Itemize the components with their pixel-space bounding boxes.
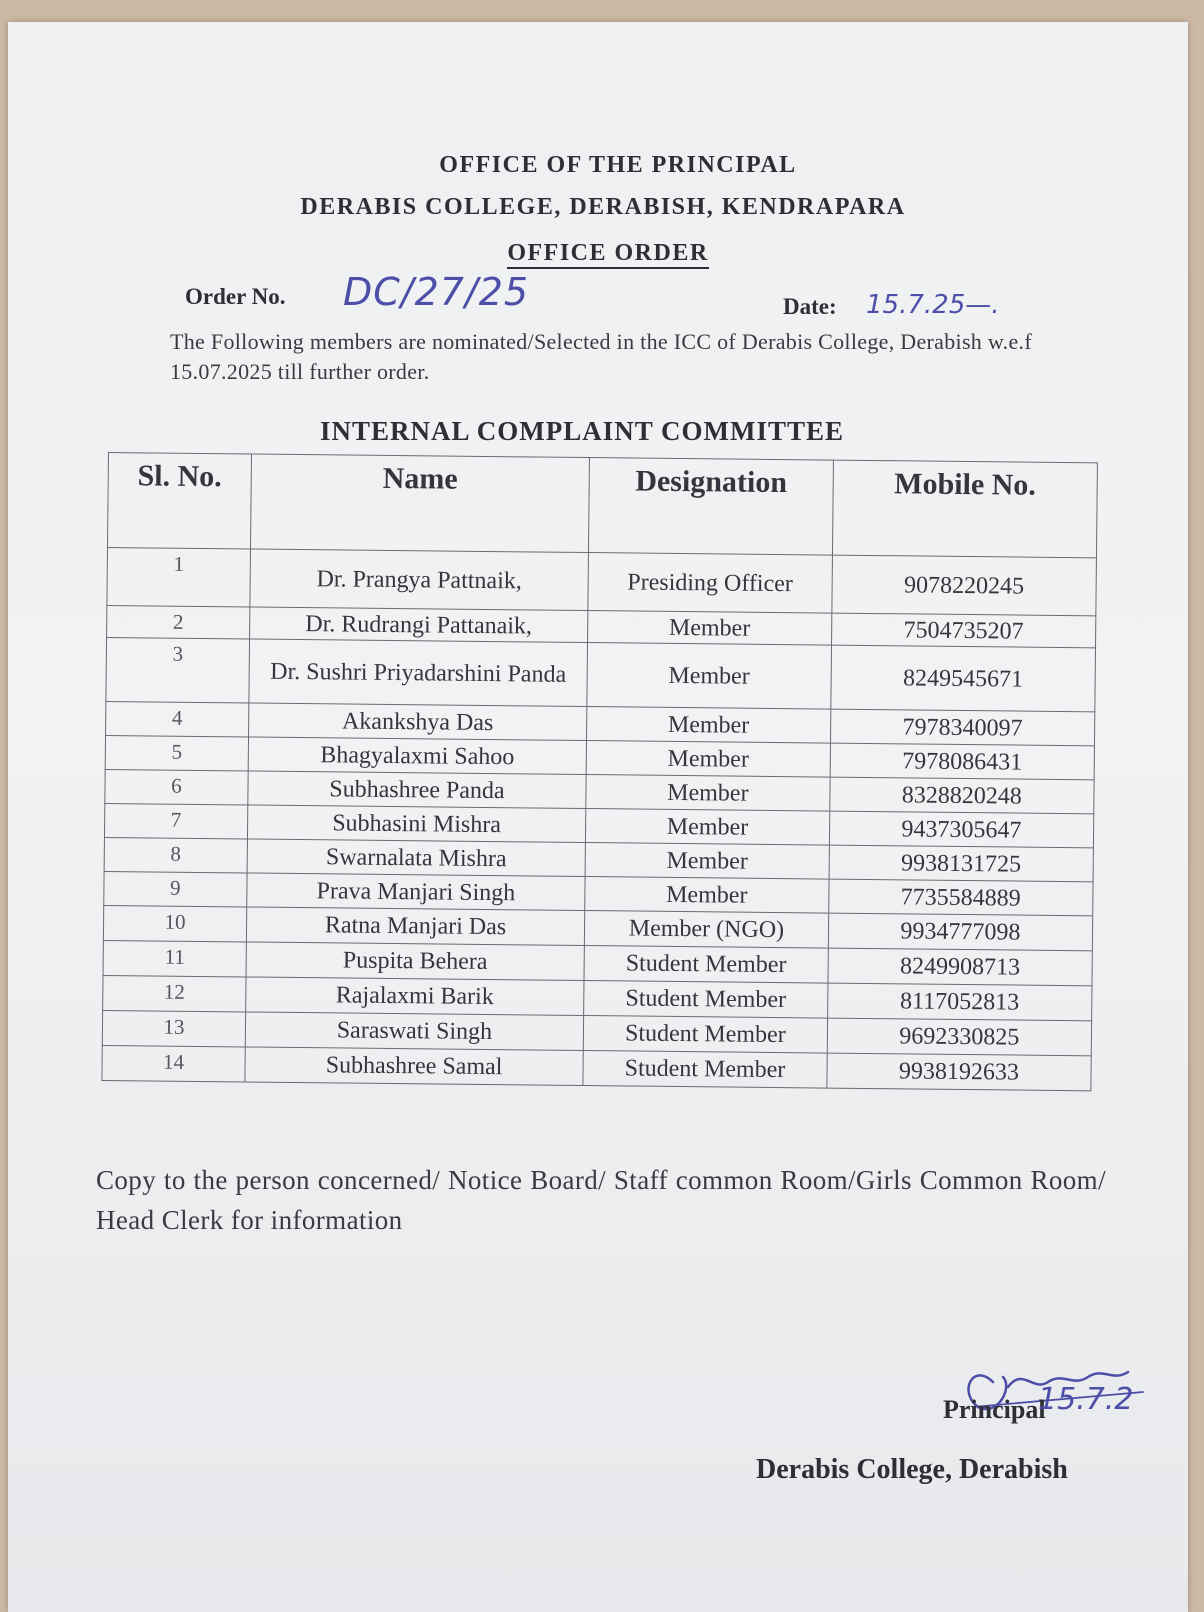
- intro-paragraph: The Following members are nominated/Selected in the ICC of Derabis College, Derabish w.e.f 15.07.2025 till further order.: [170, 329, 1032, 384]
- column-header-designation: Designation: [589, 458, 834, 556]
- date-label: Date:: [783, 294, 837, 319]
- cell-name: Saraswati Singh: [245, 1012, 584, 1051]
- cell-mobile: 9934777098: [828, 913, 1093, 951]
- cell-name: Subhashree Panda: [248, 771, 587, 809]
- table-row: [106, 637, 1096, 711]
- cell-name: Swarnalata Mishra: [247, 839, 586, 877]
- cell-designation: Member: [585, 877, 829, 914]
- committee-table: [101, 452, 1098, 1091]
- cell-name: Subhashree Samal: [245, 1047, 584, 1086]
- principal-college: Derabis College, Derabish: [756, 1454, 1068, 1485]
- column-header-name: Name: [250, 454, 589, 553]
- cell-sl: 3: [106, 637, 250, 702]
- cell-designation: Student Member: [583, 1051, 827, 1089]
- order-type-heading: [18, 240, 1198, 267]
- cell-sl: 11: [103, 940, 246, 976]
- cell-name: Ratna Manjari Das: [246, 907, 585, 946]
- cell-mobile: 8328820248: [830, 777, 1095, 814]
- cell-designation: Student Member: [584, 946, 828, 984]
- cell-designation: Member: [587, 707, 831, 744]
- cell-designation: Member: [587, 643, 831, 710]
- cell-mobile: 8249908713: [828, 948, 1093, 986]
- table-row: [107, 548, 1097, 616]
- copy-to-paragraph: Copy to the person concerned/ Notice Board/ Staff common Room/Girls Common Room/ Head Clerk for information: [96, 1165, 1106, 1235]
- committee-title: INTERNAL COMPLAINT COMMITTEE: [320, 416, 845, 446]
- cell-sl: 6: [105, 769, 248, 804]
- cell-name: Bhagyalaxmi Sahoo: [248, 737, 587, 775]
- cell-name: Subhasini Mishra: [247, 805, 586, 843]
- cell-name: Prava Manjari Singh: [247, 873, 586, 911]
- cell-mobile: 7735584889: [828, 879, 1093, 916]
- cell-mobile: 9437305647: [829, 811, 1094, 848]
- cell-name: Rajalaxmi Barik: [246, 977, 585, 1016]
- cell-designation: Student Member: [584, 981, 828, 1019]
- cell-designation: Presiding Officer: [588, 553, 832, 614]
- college-heading: DERABIS COLLEGE, DERABISH, KENDRAPARA: [300, 194, 906, 220]
- cell-mobile: 9078220245: [832, 555, 1097, 616]
- order-number-label: Order No.: [185, 284, 286, 309]
- cell-sl: 2: [107, 605, 250, 638]
- cell-designation: Member: [586, 775, 830, 812]
- cell-sl: 7: [104, 803, 247, 838]
- cell-mobile: 8249545671: [831, 645, 1096, 712]
- cell-mobile: 9938192633: [827, 1053, 1092, 1091]
- cell-name: Dr. Prangya Pattnaik,: [250, 549, 589, 611]
- cell-designation: Member: [586, 741, 830, 778]
- cell-designation: Student Member: [583, 1016, 827, 1054]
- cell-sl: 14: [102, 1045, 245, 1081]
- cell-sl: 5: [105, 735, 248, 770]
- office-heading: OFFICE OF THE PRINCIPAL: [439, 152, 797, 178]
- cell-designation: Member: [586, 809, 830, 846]
- cell-sl: 9: [104, 871, 247, 906]
- table-body: [102, 548, 1097, 1091]
- cell-designation: Member: [585, 843, 829, 880]
- cell-sl: 1: [107, 548, 250, 607]
- cell-mobile: 8117052813: [827, 983, 1092, 1021]
- cell-mobile: 9938131725: [829, 845, 1094, 882]
- cell-designation: Member (NGO): [584, 911, 828, 949]
- cell-sl: 4: [106, 701, 249, 736]
- cell-mobile: 7978086431: [830, 743, 1095, 780]
- cell-name: Akankshya Das: [248, 703, 587, 741]
- cell-mobile: 7978340097: [830, 709, 1095, 746]
- column-header-sl: Sl. No.: [107, 453, 251, 549]
- cell-sl: 10: [103, 905, 246, 941]
- cell-designation: Member: [588, 611, 832, 646]
- principal-handwritten-date: 15.7.2: [1038, 1382, 1134, 1417]
- cell-mobile: 7504735207: [831, 613, 1096, 648]
- cell-sl: 12: [103, 975, 246, 1011]
- date-handwritten: 15.7.25—.: [866, 290, 1000, 320]
- cell-name: Puspita Behera: [246, 942, 585, 981]
- cell-name: Dr. Sushri Priyadarshini Panda: [249, 639, 588, 707]
- cell-mobile: 9692330825: [827, 1018, 1092, 1056]
- order-type-text: OFFICE ORDER: [507, 240, 708, 269]
- cell-name: Dr. Rudrangi Pattanaik,: [249, 607, 588, 643]
- cell-sl: 13: [102, 1010, 245, 1046]
- principal-title: Principal: [943, 1395, 1046, 1424]
- order-number-handwritten: DC/27/25: [343, 270, 530, 314]
- cell-sl: 8: [104, 837, 247, 872]
- document-paper: [8, 22, 1188, 1612]
- table-header-row: [107, 453, 1097, 558]
- column-header-mobile: Mobile No.: [832, 460, 1097, 558]
